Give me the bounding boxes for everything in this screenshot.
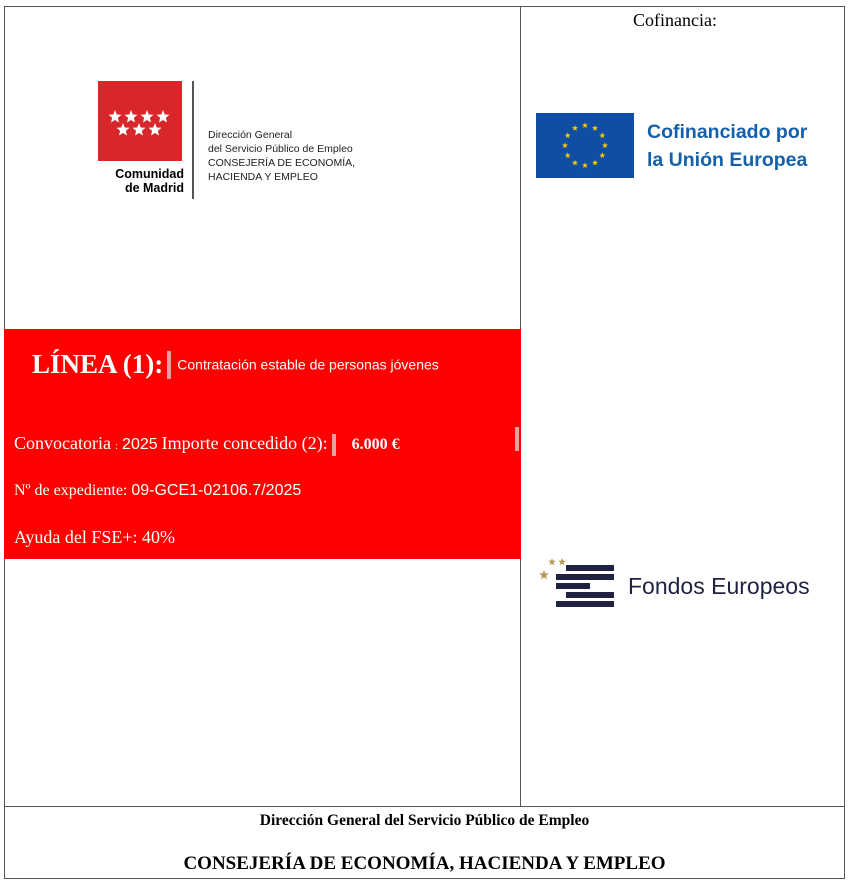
- cofinancia-label: Cofinancia:: [633, 10, 717, 30]
- fondos-europeos-logo: [536, 556, 810, 619]
- logo-name-line1: Comunidad: [115, 167, 184, 181]
- ayuda-row: [14, 527, 175, 548]
- footer-line1: Dirección General del Servicio Público de Empleo: [259, 812, 590, 829]
- importe-label: Importe concedido (2):: [161, 433, 328, 453]
- eu-text: [647, 118, 807, 174]
- ayuda-text: Ayuda del FSE+: 40%: [14, 527, 175, 547]
- eu-star: [592, 125, 598, 131]
- linea-value: Contratación estable de personas jóvenes: [177, 356, 439, 373]
- eu-text-line1: Cofinanciado por: [647, 121, 808, 143]
- comunidad-madrid-name: [98, 167, 184, 195]
- eu-star: [582, 122, 588, 128]
- logo-text-line4: HACIENDA Y EMPLEO: [208, 171, 318, 183]
- convocatoria-row: [14, 433, 400, 456]
- eu-text-line2: la Unión Europea: [647, 149, 808, 171]
- footer-line2: CONSEJERÍA DE ECONOMÍA, HACIENDA Y EMPLEO: [183, 853, 666, 874]
- convocatoria-label: Convocatoria: [14, 433, 111, 453]
- grant-info-panel: [4, 329, 521, 559]
- expediente-label: Nº de expediente:: [14, 482, 128, 499]
- footer-divider: [4, 806, 845, 807]
- eu-star: [599, 132, 605, 138]
- eu-star: [592, 160, 598, 166]
- logo-name-line2: de Madrid: [124, 181, 184, 195]
- logo-text-line2: del Servicio Público de Empleo: [208, 143, 353, 155]
- madrid-flag-icon: [98, 81, 182, 161]
- linea-label: LÍNEA (1):: [32, 349, 164, 379]
- logo-department-text: [208, 128, 355, 184]
- eu-star: [565, 152, 571, 158]
- eu-star: [562, 142, 568, 148]
- importe-value: 6.000 €: [351, 436, 400, 453]
- comunidad-madrid-logo: [98, 81, 398, 206]
- importe-marker: [332, 434, 336, 456]
- eu-flag-icon: [536, 113, 634, 178]
- convocatoria-colon: :: [114, 440, 119, 452]
- eu-star: [602, 142, 608, 148]
- row-end-marker: [515, 427, 519, 451]
- expediente-row: [14, 482, 301, 500]
- eu-star: [572, 160, 578, 166]
- linea-marker: [167, 351, 171, 379]
- eu-star: [565, 132, 571, 138]
- eu-star: [572, 125, 578, 131]
- logo-text-line3: CONSEJERÍA DE ECONOMÍA,: [208, 157, 356, 169]
- linea-row: [32, 349, 439, 380]
- expediente-value: 09-GCE1-02106.7/2025: [131, 482, 302, 499]
- logo-text-line1: Dirección General: [208, 129, 293, 141]
- convocatoria-value: 2025: [122, 436, 158, 453]
- logo-separator: [192, 81, 194, 199]
- fondos-europeos-icon: [536, 556, 621, 614]
- eu-star: [582, 162, 588, 168]
- fondos-europeos-text: Fondos Europeos: [628, 573, 810, 599]
- eu-star: [599, 152, 605, 158]
